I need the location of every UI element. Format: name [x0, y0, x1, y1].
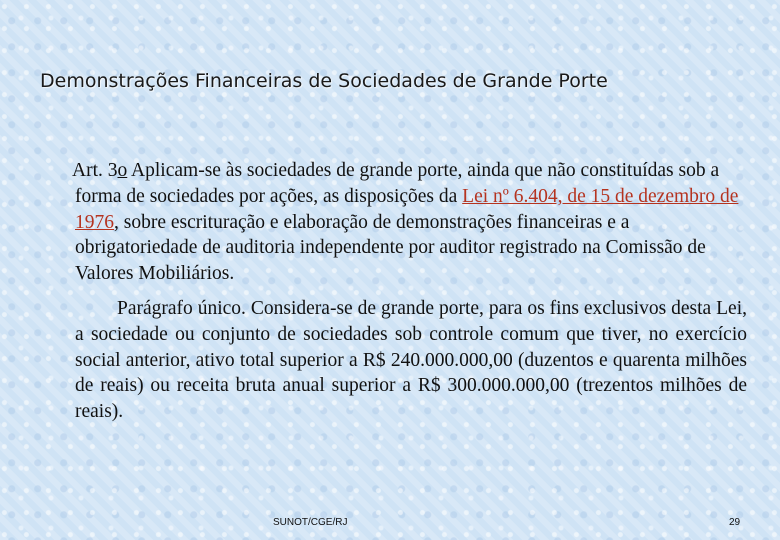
article-ordinal: o [117, 160, 128, 181]
lei-6404-link[interactable]: Lei nº 6.404, de 15 de dezembro de 1976 [75, 185, 739, 233]
slide-title: Demonstrações Financeiras de Sociedades de Grande Porte [40, 70, 608, 92]
article-prefix: Art. 3 [72, 160, 118, 181]
article-text-after: , sobre escrituração e elaboração de demonstrações financeiras e a obrigatoriedade de auditoria independente por auditor registrado na Comissão de Valores Mobiliários. [75, 211, 706, 285]
article-body [72, 158, 747, 425]
article-3 [72, 158, 747, 287]
footer-source: SUNOT/CGE/RJ [273, 517, 348, 528]
article-text-before: Aplicam-se às sociedades de grande porte, ainda que não constituídas sob a forma de sociedades por ações, as disposições da [75, 160, 720, 207]
page-number: 29 [729, 517, 741, 528]
paragrafo-unico: Parágrafo único. Considera-se de grande porte, para os fins exclusivos desta Lei, a sociedade ou conjunto de sociedades sob controle comum que tiver, no exercício social anterior, ativo total superior a R$ 240.000.000,00 (duzentos e quarenta milhões de reais) ou receita bruta anual superior a R$ 300.000.000,00 (trezentos milhões de reais). [75, 297, 747, 423]
